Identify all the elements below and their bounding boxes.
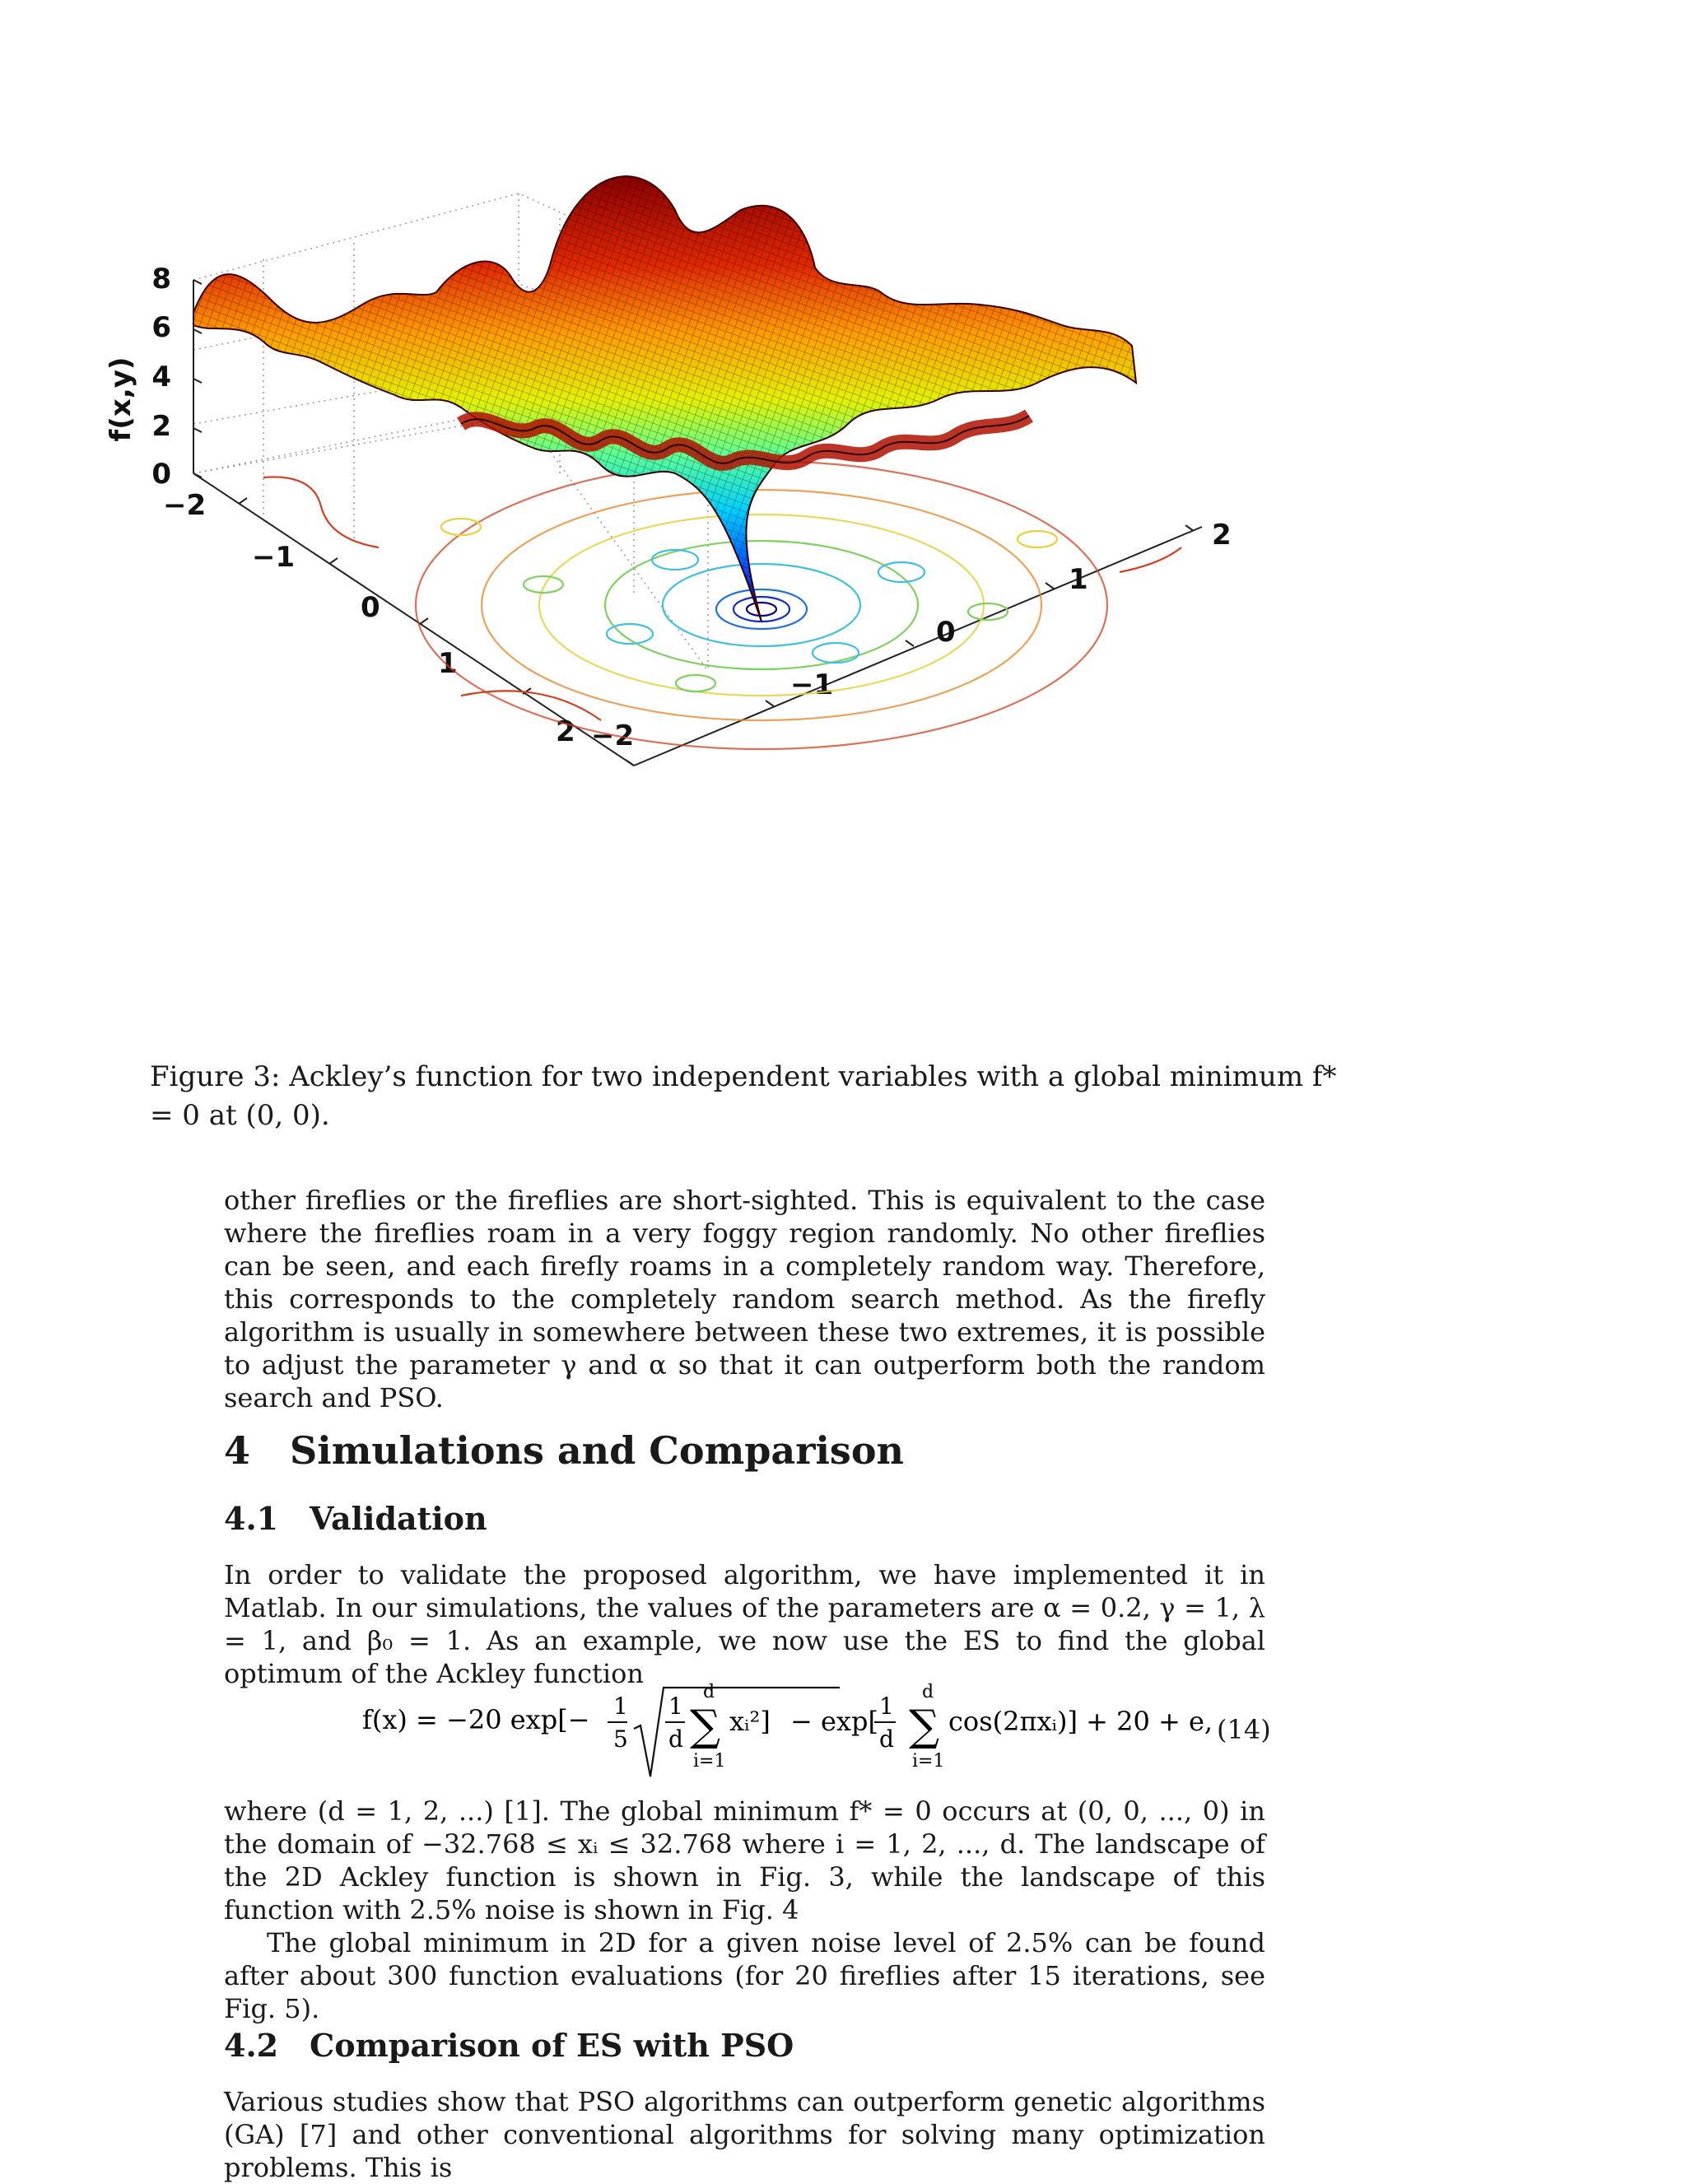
z-tick-label: 6 <box>151 311 171 344</box>
eq-sum-top: d <box>703 1682 715 1702</box>
eq-sum-top: d <box>922 1682 934 1702</box>
floor-axes <box>193 473 1202 766</box>
y-tick-label: 1 <box>1069 563 1088 596</box>
x-tick-label: −2 <box>163 489 207 522</box>
y-tick-label: 2 <box>1212 519 1232 552</box>
z-tick-label: 4 <box>151 361 171 393</box>
sum-symbol: ∑ <box>909 1702 940 1751</box>
paragraph-fireflies: other fireflies or the fireflies are short-sighted. This is equivalent to the case where the fireflies roam in a very foggy region randomly. No other fireflies can be seen, and each firefly roams in a completely random way. Therefore, this corresponds to the completely random search method. As the firefly algorithm is usually in somewhere between these two extremes, it is possible to adjust the parameter γ and α so that it can outperform both the random search and PSO. <box>224 1185 1265 1413</box>
subsection-title: Comparison of ES with PSO <box>310 2027 794 2064</box>
x-tick-label: 1 <box>438 647 458 680</box>
eq-term1: xᵢ²] <box>729 1706 771 1737</box>
eq-term2: cos(2πxᵢ)] + 20 + e, <box>948 1706 1213 1737</box>
paragraph-validation: In order to validate the proposed algorithm, we have implemented it in Matlab. In our simulations, the values of the parameters are α = 0.2, γ = 1, λ = 1, and β₀ = 1. As an example, we now use the ES to find the global optimum of the Ackley function <box>224 1559 1265 1689</box>
figure-caption: Figure 3: Ackley’s function for two independent variables with a global minimum f* = 0 at (0, 0). <box>150 1060 1337 1132</box>
z-tick-label: 0 <box>151 458 171 491</box>
eq-frac1-den: 5 <box>613 1725 628 1753</box>
eq-sum-bottom: i=1 <box>912 1751 945 1772</box>
ackley-equation <box>362 1679 1268 1786</box>
subsection-number: 4.2 <box>224 2027 279 2064</box>
eq-sum-bottom: i=1 <box>693 1751 726 1772</box>
section-title: Simulations and Comparison <box>290 1428 904 1473</box>
y-tick-label: −2 <box>591 719 635 752</box>
eq-frac2-den: d <box>668 1725 683 1753</box>
sum-symbol: ∑ <box>690 1702 721 1751</box>
subsection-heading <box>224 1500 487 1537</box>
z-axis-label: f(x,y) <box>105 356 137 442</box>
equation-render <box>362 1679 1268 1786</box>
z-tick-label: 2 <box>151 410 171 443</box>
eq-minus: − exp[ <box>790 1706 878 1737</box>
subsection-number: 4.1 <box>224 1500 279 1537</box>
section-number: 4 <box>224 1428 251 1473</box>
ackley-surface-figure <box>105 263 1243 1050</box>
subsection-heading <box>224 2027 794 2064</box>
eq-frac2-num: 1 <box>668 1693 683 1720</box>
y-tick-label: −1 <box>790 668 834 701</box>
eq-lhs: f(x) = −20 exp[− <box>362 1704 590 1735</box>
z-tick-label: 8 <box>151 263 171 296</box>
x-tick-label: −1 <box>252 541 296 574</box>
x-tick-label: 0 <box>361 591 380 624</box>
paragraph-domain: where (d = 1, 2, ...) [1]. The global minimum f* = 0 occurs at (0, 0, ..., 0) in the domain of −32.768 ≤ xᵢ ≤ 32.768 where i = 1, 2, ..., d. The landscape of the 2D Ackley function is shown in Fig. 3, while the landscape of this function with 2.5% noise is shown in Fig. 4 <box>224 1795 1265 1926</box>
eq-frac1-num: 1 <box>613 1693 628 1720</box>
eq-frac3-den: d <box>879 1725 894 1753</box>
eq-frac3-num: 1 <box>879 1693 894 1720</box>
paragraph-noise: The global minimum in 2D for a given noise level of 2.5% can be found after about 300 function evaluations (for 20 fireflies after 15 iterations, see Fig. 5). <box>224 1927 1265 2024</box>
paragraph-pso: Various studies show that PSO algorithms can outperform genetic algorithms (GA) [7] and other conventional algorithms for solving many optimization problems. This is <box>224 2086 1265 2183</box>
x-tick-label: 2 <box>556 715 575 748</box>
subsection-title: Validation <box>310 1500 487 1537</box>
y-tick-label: 0 <box>936 616 956 649</box>
equation-number: (14) <box>1217 1714 1271 1745</box>
section-heading <box>224 1428 904 1473</box>
